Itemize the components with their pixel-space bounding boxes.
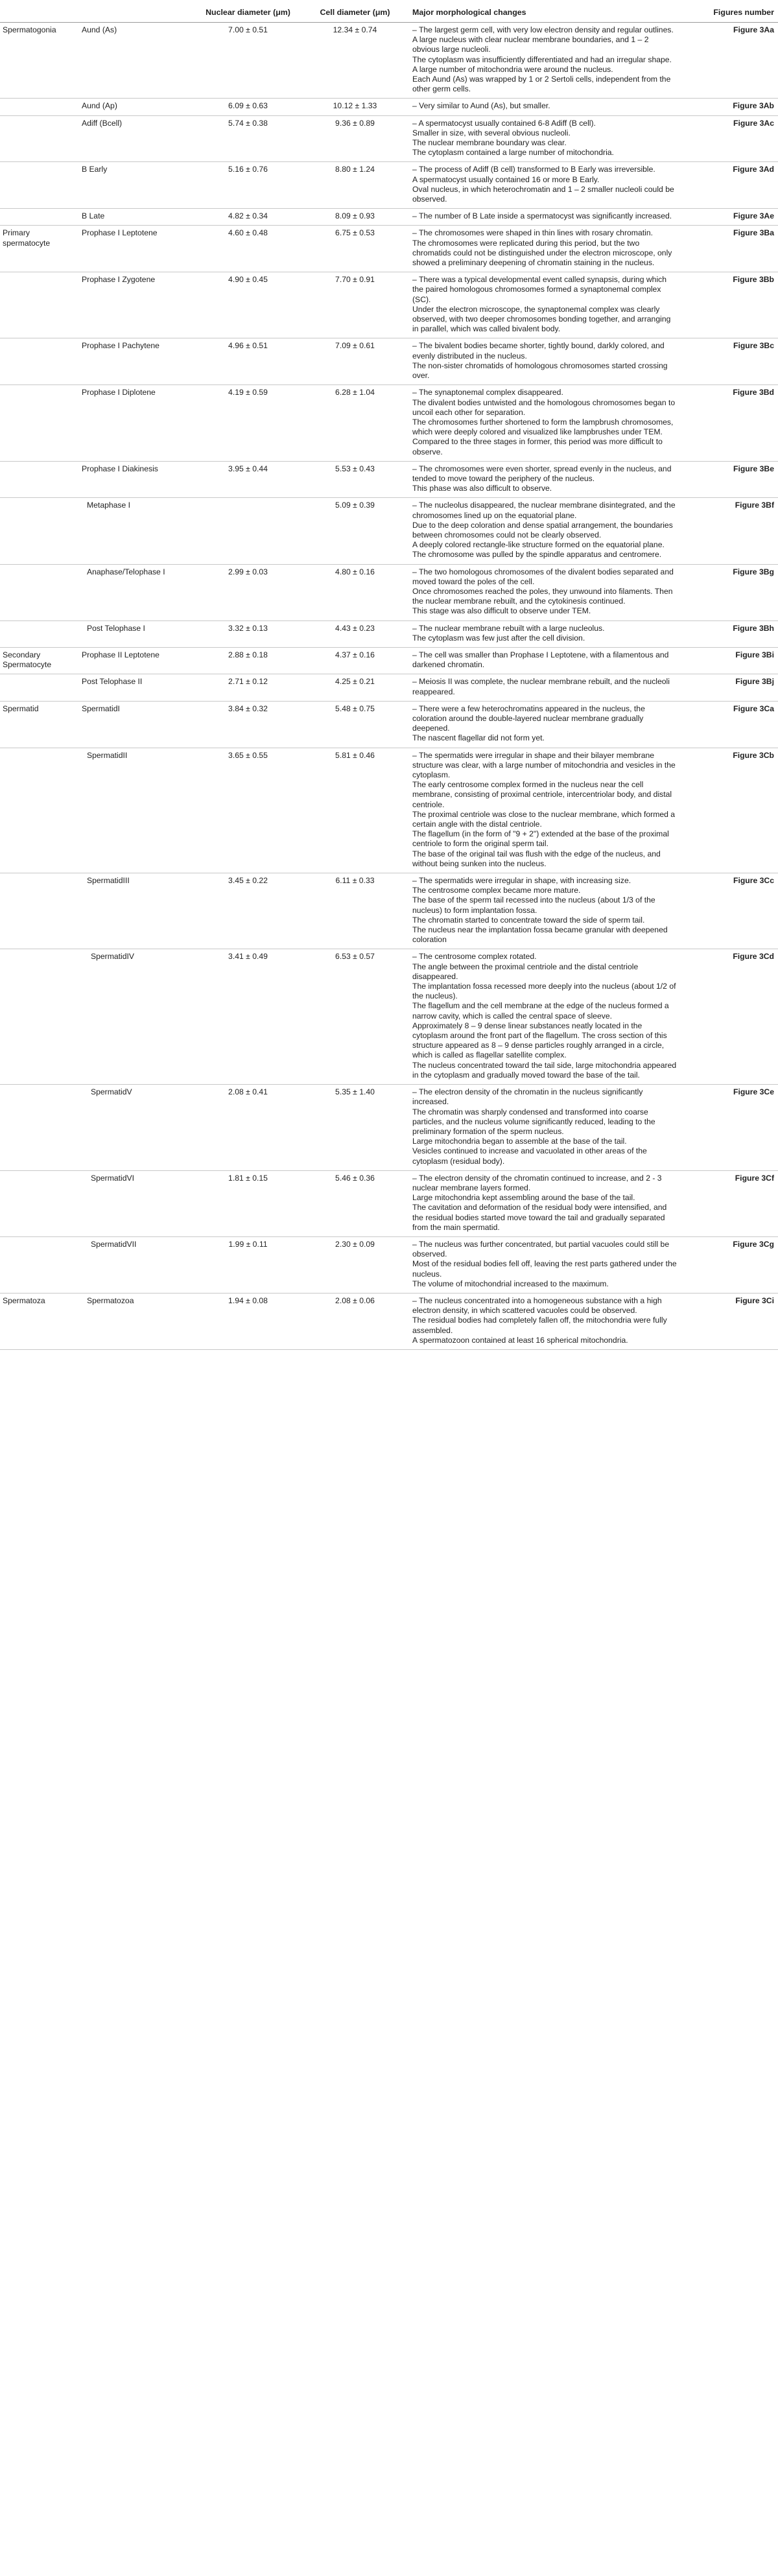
change-line: A large number of mitochondria were around the nucleus. <box>412 64 613 74</box>
table-row <box>0 674 778 701</box>
change-line: Approximately 8 – 9 dense linear substances neatly located in the cytoplasm around the front part of the flagellum. The cross section of this structure appeared as 8 – 9 dense particles roughly arranged in a circle, which is called as flagellar satellite complex. <box>412 1021 667 1060</box>
table-row <box>0 873 778 949</box>
cell-stage: Spermatozoa <box>78 1293 194 1349</box>
cell-category: Primary spermatocyte <box>0 226 78 272</box>
cell-nuclear-diameter: 2.88 ± 0.18 <box>194 647 301 674</box>
table-row <box>0 620 778 647</box>
cell-cell-diameter: 2.30 ± 0.09 <box>301 1236 408 1293</box>
change-line: Each Aund (As) was wrapped by 1 or 2 Sertoli cells, independent from the other germ cells. <box>412 75 671 94</box>
cell-figure-number: Figure 3Ad <box>681 162 778 209</box>
cell-category <box>0 461 78 498</box>
cell-cell-diameter: 10.12 ± 1.33 <box>301 99 408 115</box>
header-stage <box>78 0 194 23</box>
change-line: – The centrosome complex rotated. <box>412 952 537 962</box>
change-line: Due to the deep coloration and dense spatial arrangement, the boundaries between chromosomes could not be clearly observed. <box>412 520 673 539</box>
change-line: – The electron density of the chromatin in the nucleus significantly increased. <box>412 1087 643 1107</box>
change-line: The chromosomes were replicated during this period, but the two chromatids could not be distinguished under the electron microscope, only showed a preliminary deepening of chromatin staining in the nucleus. <box>412 238 672 268</box>
cell-morphological-changes <box>408 272 681 338</box>
change-line: The early centrosome complex formed in the nucleus near the cell membrane, consisting of proximal centriole, intercentriolar body, and distal centriole. <box>412 780 672 809</box>
cell-figure-number: Figure 3Bf <box>681 498 778 564</box>
table-row <box>0 1236 778 1293</box>
cell-nuclear-diameter: 5.74 ± 0.38 <box>194 115 301 162</box>
cell-cell-diameter: 5.35 ± 1.40 <box>301 1085 408 1171</box>
cell-category: Secondary Spermatocyte <box>0 647 78 674</box>
table-row <box>0 209 778 226</box>
change-line: The flagellum and the cell membrane at the edge of the nucleus formed a narrow cavity, which is called the central space of sleeve. <box>412 1001 669 1021</box>
cell-morphological-changes <box>408 338 681 385</box>
change-line: – The nucleus concentrated into a homogeneous substance with a high electron density, in which scattered vacuoles could be observed. <box>412 1295 662 1316</box>
cell-nuclear-diameter: 2.71 ± 0.12 <box>194 674 301 701</box>
change-line: The nucleus concentrated toward the tail side, large mitochondria appeared in the cytoplasm and gradually moved toward the base of the tail. <box>412 1060 677 1080</box>
change-line: Smaller in size, with several obvious nucleoli. <box>412 128 571 137</box>
change-line: – The largest germ cell, with very low electron density and regular outlines. <box>412 25 674 34</box>
cell-cell-diameter: 9.36 ± 0.89 <box>301 115 408 162</box>
change-line: – A spermatocyst usually contained 6-8 Adiff (B cell). <box>412 118 596 128</box>
cell-cell-diameter: 8.09 ± 0.93 <box>301 209 408 226</box>
cell-morphological-changes <box>408 1293 681 1349</box>
table-row <box>0 338 778 385</box>
cell-morphological-changes <box>408 385 681 461</box>
change-line: The proximal centriole was close to the nuclear membrane, which formed a certain angle with the distal centriole. <box>412 809 676 829</box>
change-line: The chromosome was pulled by the spindle apparatus and centromere. <box>412 550 662 560</box>
table-row <box>0 461 778 498</box>
cell-figure-number: Figure 3Bb <box>681 272 778 338</box>
change-line: The chromatin was sharply condensed and transformed into coarse particles, and the nucleus volume significantly reduced, leading to the preliminary formation of the sperm nucleus. <box>412 1107 655 1136</box>
cell-cell-diameter: 6.11 ± 0.33 <box>301 873 408 949</box>
cell-nuclear-diameter: 5.16 ± 0.76 <box>194 162 301 209</box>
cell-category <box>0 1085 78 1171</box>
change-line: – The chromosomes were shaped in thin lines with rosary chromatin. <box>412 228 653 238</box>
cell-stage: Prophase I Pachytene <box>78 338 194 385</box>
cell-morphological-changes <box>408 461 681 498</box>
table-row <box>0 498 778 564</box>
change-line: Compared to the three stages in former, this period was more difficult to observe. <box>412 437 663 456</box>
change-line: The residual bodies had completely fallen off, the mitochondria were fully assembled. <box>412 1316 667 1335</box>
cell-figure-number: Figure 3Ae <box>681 209 778 226</box>
cell-morphological-changes <box>408 674 681 701</box>
cell-figure-number: Figure 3Cg <box>681 1236 778 1293</box>
cell-morphological-changes <box>408 1085 681 1171</box>
change-line: The cavitation and deformation of the residual body were intensified, and the residual bodies started move toward the tail and gradually separated from the main spermatid. <box>412 1203 667 1232</box>
change-line: Vesicles continued to increase and vacuolated in other areas of the cytoplasm (residual body). <box>412 1146 647 1166</box>
cell-stage: Adiff (Bcell) <box>78 115 194 162</box>
table-row <box>0 272 778 338</box>
cell-figure-number: Figure 3Ba <box>681 226 778 272</box>
change-line: The chromatin started to concentrate toward the side of sperm tail. <box>412 915 645 925</box>
cell-nuclear-diameter: 4.60 ± 0.48 <box>194 226 301 272</box>
table-row <box>0 748 778 873</box>
cell-stage: SpermatidI <box>78 701 194 748</box>
cell-category <box>0 498 78 564</box>
change-line: The non-sister chromatids of homologous chromosomes started crossing over. <box>412 360 668 381</box>
table-row <box>0 99 778 115</box>
cell-figure-number: Figure 3Bc <box>681 338 778 385</box>
change-line: Once chromosomes reached the poles, they unwound into filaments. Then the nuclear membrane rebuilt, and the cytokinesis continued. <box>412 586 673 606</box>
cell-category <box>0 748 78 873</box>
cell-cell-diameter: 4.25 ± 0.21 <box>301 674 408 701</box>
cell-category <box>0 99 78 115</box>
cell-figure-number: Figure 3Cc <box>681 873 778 949</box>
cell-category <box>0 115 78 162</box>
table-row <box>0 115 778 162</box>
cell-nuclear-diameter: 3.95 ± 0.44 <box>194 461 301 498</box>
cell-cell-diameter: 12.34 ± 0.74 <box>301 23 408 99</box>
cell-morphological-changes <box>408 115 681 162</box>
cell-cell-diameter: 6.53 ± 0.57 <box>301 949 408 1085</box>
table-row <box>0 162 778 209</box>
change-line: The cytoplasm was insufficiently differentiated and had an irregular shape. <box>412 54 672 64</box>
cell-category: Spermatid <box>0 701 78 748</box>
cell-stage: Prophase I Diakinesis <box>78 461 194 498</box>
cell-category <box>0 1236 78 1293</box>
cell-figure-number: Figure 3Bj <box>681 674 778 701</box>
table-row <box>0 949 778 1085</box>
cell-figure-number: Figure 3Bd <box>681 385 778 461</box>
change-line: The nucleus near the implantation fossa became granular with deepened coloration <box>412 925 668 945</box>
cell-morphological-changes <box>408 949 681 1085</box>
cell-morphological-changes <box>408 99 681 115</box>
change-line: – The spermatids were irregular in shape and their bilayer membrane structure was clear, with a large number of mitochondria and vesicles in the cytoplasm. <box>412 750 676 779</box>
cell-morphological-changes <box>408 564 681 620</box>
cell-nuclear-diameter: 4.19 ± 0.59 <box>194 385 301 461</box>
change-line: The base of the sperm tail recessed into the nucleus (about 1/3 of the nucleus) to form implantation fossa. <box>412 895 655 915</box>
cell-morphological-changes <box>408 498 681 564</box>
change-line: The cytoplasm contained a large number of mitochondria. <box>412 148 614 158</box>
header-category <box>0 0 78 23</box>
cell-stage: SpermatidV <box>78 1085 194 1171</box>
cell-cell-diameter: 5.46 ± 0.36 <box>301 1170 408 1236</box>
change-line: – The electron density of the chromatin continued to increase, and 2 - 3 nuclear membrane layers formed. <box>412 1173 662 1192</box>
change-line: The base of the original tail was flush with the edge of the nucleus, and without being sunken into the nucleus. <box>412 849 661 868</box>
cell-nuclear-diameter: 3.45 ± 0.22 <box>194 873 301 949</box>
cell-stage: B Late <box>78 209 194 226</box>
cell-cell-diameter: 7.09 ± 0.61 <box>301 338 408 385</box>
cell-morphological-changes <box>408 647 681 674</box>
table-row <box>0 647 778 674</box>
cell-cell-diameter: 4.37 ± 0.16 <box>301 647 408 674</box>
change-line: – The process of Adiff (B cell) transformed to B Early was irreversible. <box>412 165 655 174</box>
header-cell-diameter: Cell diameter (μm) <box>301 0 408 23</box>
change-line: A spermatozoon contained at least 16 spherical mitochondria. <box>412 1335 628 1345</box>
cell-category <box>0 873 78 949</box>
cell-stage: SpermatidVII <box>78 1236 194 1293</box>
cell-nuclear-diameter: 3.65 ± 0.55 <box>194 748 301 873</box>
cell-stage: Anaphase/Telophase I <box>78 564 194 620</box>
cell-figure-number: Figure 3Be <box>681 461 778 498</box>
change-line: – The two homologous chromosomes of the divalent bodies separated and moved toward the poles of the cell. <box>412 567 674 586</box>
cell-nuclear-diameter: 4.82 ± 0.34 <box>194 209 301 226</box>
cell-figure-number: Figure 3Aa <box>681 23 778 99</box>
cell-morphological-changes <box>408 1236 681 1293</box>
table-row <box>0 701 778 748</box>
cell-stage: SpermatidVI <box>78 1170 194 1236</box>
cell-stage: Post Telophase II <box>78 674 194 701</box>
cell-cell-diameter: 4.43 ± 0.23 <box>301 620 408 647</box>
cell-category <box>0 1170 78 1236</box>
change-line: The nascent flagellar did not form yet. <box>412 733 545 743</box>
change-line: The centrosome complex became more mature. <box>412 886 581 895</box>
cell-nuclear-diameter: 3.84 ± 0.32 <box>194 701 301 748</box>
cell-category <box>0 338 78 385</box>
cell-cell-diameter: 8.80 ± 1.24 <box>301 162 408 209</box>
change-line: Large mitochondria kept assembling around the base of the tail. <box>412 1193 635 1203</box>
cell-category <box>0 162 78 209</box>
table-header <box>0 0 778 23</box>
cell-morphological-changes <box>408 209 681 226</box>
cell-stage: Aund (As) <box>78 23 194 99</box>
change-line: The volume of mitochondrial increased to the maximum. <box>412 1279 609 1288</box>
table-body <box>0 23 778 1350</box>
table-row <box>0 226 778 272</box>
cell-stage: Aund (Ap) <box>78 99 194 115</box>
cell-morphological-changes <box>408 873 681 949</box>
change-line: – The nuclear membrane rebuilt with a large nucleolus. <box>412 623 605 633</box>
cell-morphological-changes <box>408 23 681 99</box>
change-line: A deeply colored rectangle-like structure formed on the equatorial plane. <box>412 540 665 550</box>
cell-stage: SpermatidII <box>78 748 194 873</box>
change-line: Large mitochondria began to assemble at the base of the tail. <box>412 1137 627 1146</box>
change-line: – There were a few heterochromatins appeared in the nucleus, the coloration around the double-layered nuclear membrane gradually deepened. <box>412 703 645 733</box>
cell-figure-number: Figure 3Bi <box>681 647 778 674</box>
cell-cell-diameter: 4.80 ± 0.16 <box>301 564 408 620</box>
cell-cell-diameter: 2.08 ± 0.06 <box>301 1293 408 1349</box>
change-line: The cytoplasm was few just after the cell division. <box>412 633 585 643</box>
cell-morphological-changes <box>408 162 681 209</box>
cell-cell-diameter: 6.28 ± 1.04 <box>301 385 408 461</box>
cell-category <box>0 564 78 620</box>
cell-nuclear-diameter <box>194 498 301 564</box>
cell-cell-diameter: 5.81 ± 0.46 <box>301 748 408 873</box>
change-line: The nuclear membrane boundary was clear. <box>412 138 567 148</box>
change-line: The implantation fossa recessed more deeply into the nucleus (about 1/2 of the nucleus). <box>412 982 676 1001</box>
cell-category: Spermatogonia <box>0 23 78 99</box>
cell-cell-diameter: 5.48 ± 0.75 <box>301 701 408 748</box>
cell-category <box>0 385 78 461</box>
change-line: – The synaptonemal complex disappeared. <box>412 388 563 397</box>
cell-cell-diameter: 7.70 ± 0.91 <box>301 272 408 338</box>
change-line: The chromosomes further shortened to form the lampbrush chromosomes, which were deeply colored and visualized like lampbrushes under TEM. <box>412 417 674 437</box>
cell-nuclear-diameter: 6.09 ± 0.63 <box>194 99 301 115</box>
change-line: The angle between the proximal centriole and the distal centriole disappeared. <box>412 962 639 981</box>
cell-stage: Metaphase I <box>78 498 194 564</box>
table-row <box>0 23 778 99</box>
table-row <box>0 1170 778 1236</box>
cell-nuclear-diameter: 1.81 ± 0.15 <box>194 1170 301 1236</box>
header-nuclear-diameter: Nuclear diameter (μm) <box>194 0 301 23</box>
header-morphological-changes: Major morphological changes <box>408 0 681 23</box>
cell-morphological-changes <box>408 226 681 272</box>
change-line: – The nucleolus disappeared, the nuclear membrane disintegrated, and the chromosomes lined up on the equatorial plane. <box>412 501 676 520</box>
change-line: A spermatocyst usually contained 16 or more B Early. <box>412 174 600 184</box>
cell-morphological-changes <box>408 748 681 873</box>
cell-morphological-changes <box>408 1170 681 1236</box>
cell-figure-number: Figure 3Ca <box>681 701 778 748</box>
cell-nuclear-diameter: 2.08 ± 0.41 <box>194 1085 301 1171</box>
cell-nuclear-diameter: 7.00 ± 0.51 <box>194 23 301 99</box>
change-line: – The cell was smaller than Prophase I Leptotene, with a filamentous and darkened chromatin. <box>412 650 669 670</box>
change-line: This phase was also difficult to observe. <box>412 484 552 493</box>
change-line: The flagellum (in the form of "9 + 2") extended at the base of the proximal centriole to form the original sperm tail. <box>412 829 669 849</box>
table-row <box>0 385 778 461</box>
cell-stage: Prophase II Leptotene <box>78 647 194 674</box>
change-line: – Very similar to Aund (As), but smaller. <box>412 101 550 111</box>
header-figures-number: Figures number <box>681 0 778 23</box>
change-line: The divalent bodies untwisted and the homologous chromosomes began to uncoil each other for separation. <box>412 397 676 417</box>
cell-category: Spermatoza <box>0 1293 78 1349</box>
change-line: A large nucleus with clear nuclear membrane boundaries, and 1 – 2 obvious large nucleoli. <box>412 35 649 54</box>
cell-figure-number: Figure 3Bh <box>681 620 778 647</box>
cell-nuclear-diameter: 4.96 ± 0.51 <box>194 338 301 385</box>
table-row <box>0 1293 778 1349</box>
cell-stage: Prophase I Diplotene <box>78 385 194 461</box>
cell-figure-number: Figure 3Ab <box>681 99 778 115</box>
cell-figure-number: Figure 3Ce <box>681 1085 778 1171</box>
cell-category <box>0 620 78 647</box>
cell-figure-number: Figure 3Cf <box>681 1170 778 1236</box>
cell-stage: SpermatidIII <box>78 873 194 949</box>
change-line: – There was a typical developmental event called synapsis, during which the paired homologous chromosomes formed a synaptonemal complex (SC). <box>412 275 667 304</box>
cell-figure-number: Figure 3Ac <box>681 115 778 162</box>
cell-category <box>0 209 78 226</box>
cell-nuclear-diameter: 2.99 ± 0.03 <box>194 564 301 620</box>
change-line: – The nucleus was further concentrated, but partial vacuoles could still be observed. <box>412 1239 670 1259</box>
cell-nuclear-diameter: 1.94 ± 0.08 <box>194 1293 301 1349</box>
change-line: – The bivalent bodies became shorter, tightly bound, darkly colored, and evenly distributed in the nucleus. <box>412 341 665 360</box>
cell-stage: SpermatidIV <box>78 949 194 1085</box>
cell-category <box>0 272 78 338</box>
cell-cell-diameter: 6.75 ± 0.53 <box>301 226 408 272</box>
change-line: This stage was also difficult to observe under TEM. <box>412 606 591 616</box>
cell-stage: B Early <box>78 162 194 209</box>
cell-morphological-changes <box>408 620 681 647</box>
change-line: Most of the residual bodies fell off, leaving the rest parts gathered under the nucleus. <box>412 1259 677 1279</box>
cell-nuclear-diameter: 3.32 ± 0.13 <box>194 620 301 647</box>
cell-figure-number: Figure 3Cb <box>681 748 778 873</box>
cell-stage: Prophase I Leptotene <box>78 226 194 272</box>
cell-nuclear-diameter: 3.41 ± 0.49 <box>194 949 301 1085</box>
cell-category <box>0 674 78 701</box>
change-line: – The number of B Late inside a spermatocyst was significantly increased. <box>412 211 672 221</box>
cell-stage: Post Telophase I <box>78 620 194 647</box>
cell-nuclear-diameter: 1.99 ± 0.11 <box>194 1236 301 1293</box>
table-row <box>0 1085 778 1171</box>
cell-morphological-changes <box>408 701 681 748</box>
cell-figure-number: Figure 3Bg <box>681 564 778 620</box>
cell-nuclear-diameter: 4.90 ± 0.45 <box>194 272 301 338</box>
cell-cell-diameter: 5.09 ± 0.39 <box>301 498 408 564</box>
change-line: – The spermatids were irregular in shape, with increasing size. <box>412 876 631 886</box>
cell-cell-diameter: 5.53 ± 0.43 <box>301 461 408 498</box>
cell-figure-number: Figure 3Ci <box>681 1293 778 1349</box>
change-line: – The chromosomes were even shorter, spread evenly in the nucleus, and tended to move toward the periphery of the nucleus. <box>412 464 672 483</box>
cell-stage: Prophase I Zygotene <box>78 272 194 338</box>
table-row <box>0 564 778 620</box>
cell-category <box>0 949 78 1085</box>
cell-figure-number: Figure 3Cd <box>681 949 778 1085</box>
change-line: Oval nucleus, in which heterochromatin and 1 – 2 smaller nucleoli could be observed. <box>412 184 674 204</box>
change-line: Under the electron microscope, the synaptonemal complex was clearly observed, with two deeper chromosomes bonding together, and arranging in parallel, which was called bivalent body. <box>412 304 671 334</box>
change-line: – Meiosis II was complete, the nuclear membrane rebuilt, and the nucleoli reappeared. <box>412 677 670 696</box>
